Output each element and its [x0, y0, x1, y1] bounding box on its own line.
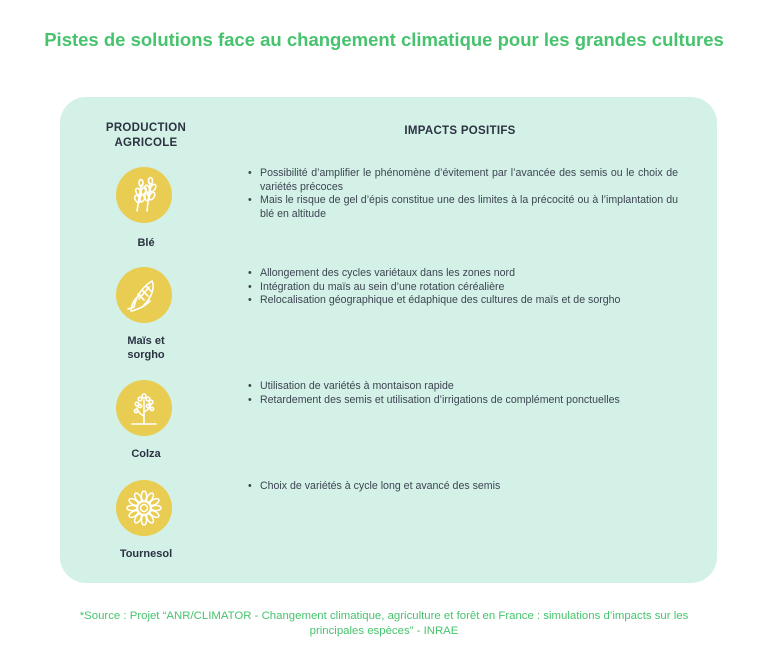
source-note: *Source : Projet “ANR/CLIMATOR - Changement climatique, agriculture et forêt en France : simulations d’impacts sur les principales espèces” - INRAE — [79, 610, 689, 637]
list-item: • Retardement des semis et utilisation d’irrigations de complément ponctuelles — [248, 394, 678, 408]
impact-list-ble — [248, 167, 678, 221]
list-item: • Intégration du maïs au sein d’une rotation céréalière — [248, 281, 678, 295]
list-item: • Possibilité d’amplifier le phénomène d’évitement par l’avancée des semis ou le choix de variétés précoces — [248, 167, 678, 194]
crop-label-tournesol: Tournesol — [119, 548, 173, 560]
sunflower-icon — [116, 480, 172, 536]
list-item: • Mais le risque de gel d’épis constitue une des limites à la précocité ou à l’implantation du blé en altitude — [248, 194, 678, 221]
solutions-card — [60, 97, 717, 583]
impact-list-colza — [248, 380, 678, 407]
wheat-icon — [116, 167, 172, 223]
rapeseed-icon — [116, 380, 172, 436]
crop-label-text: Maïs et sorgho — [127, 335, 165, 361]
impact-list-mais-sorgho — [248, 267, 678, 308]
list-item: • Choix de variétés à cycle long et avancé des semis — [248, 480, 678, 494]
list-item: • Relocalisation géographique et édaphique des cultures de maïs et de sorgho — [248, 294, 678, 308]
column-header-production: PRODUCTION AGRICOLE — [105, 122, 187, 149]
crop-label-mais-sorgho — [96, 334, 196, 362]
page-title: Pistes de solutions face au changement climatique pour les grandes cultures — [44, 29, 724, 50]
crop-label-ble: Blé — [137, 237, 155, 249]
impact-list-tournesol — [248, 480, 678, 494]
corn-icon — [116, 267, 172, 323]
crop-label-colza: Colza — [131, 448, 161, 460]
list-item: • Allongement des cycles variétaux dans les zones nord — [248, 267, 678, 281]
list-item: • Utilisation de variétés à montaison rapide — [248, 380, 678, 394]
column-header-impacts: IMPACTS POSITIFS — [404, 125, 516, 137]
